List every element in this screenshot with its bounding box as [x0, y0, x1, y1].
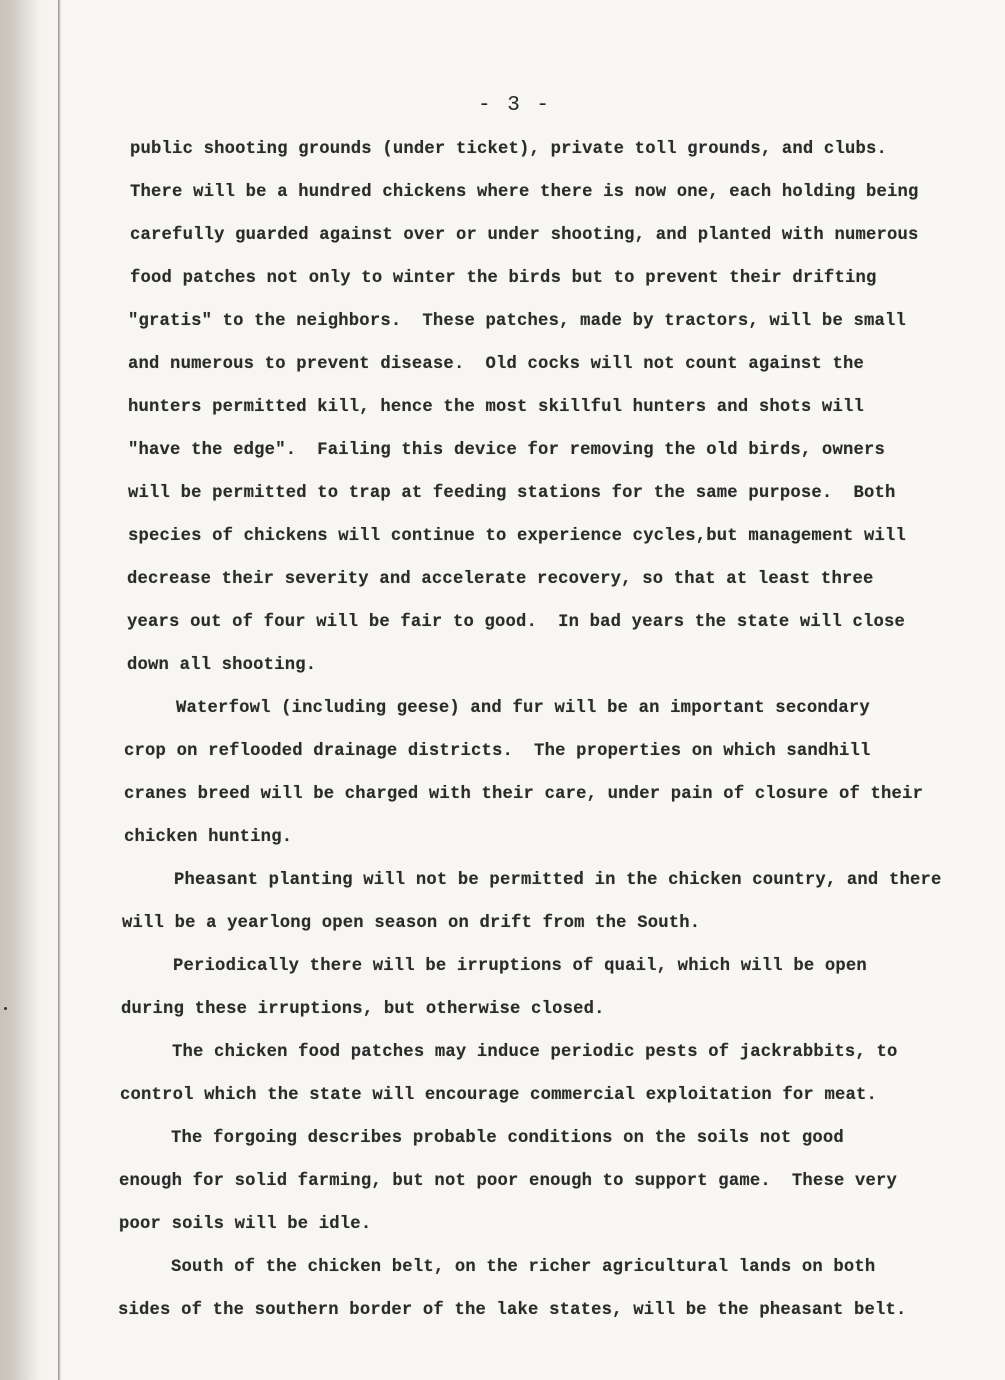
page-edge-shadow — [0, 0, 40, 1380]
text-line-8: "have the edge". Failing this device for removing the old birds, owners — [128, 441, 886, 460]
text-line-9: will be permitted to trap at feeding stations for the same purpose. Both — [128, 484, 896, 503]
text-line-21: during these irruptions, but otherwise closed. — [121, 1000, 605, 1019]
text-line-6: and numerous to prevent disease. Old cocks will not count against the — [128, 355, 864, 374]
text-line-23: control which the state will encourage commercial exploitation for meat. — [120, 1086, 878, 1105]
text-line-3: carefully guarded against over or under shooting, and planted with numerous — [130, 226, 919, 245]
text-line-27: South of the chicken belt, on the richer agricultural lands on both — [171, 1258, 876, 1277]
text-line-1: public shooting grounds (under ticket), private toll grounds, and clubs. — [130, 140, 888, 159]
text-line-4: food patches not only to winter the birds but to prevent their drifting — [130, 269, 877, 288]
text-line-20: Periodically there will be irruptions of quail, which will be open — [173, 957, 867, 976]
text-line-7: hunters permitted kill, hence the most skillful hunters and shots will — [128, 398, 864, 417]
text-line-19: will be a yearlong open season on drift from the South. — [122, 914, 701, 933]
text-line-24: The forgoing describes probable conditions on the soils not good — [171, 1129, 844, 1148]
text-line-12: years out of four will be fair to good. In bad years the state will close — [127, 613, 906, 632]
text-line-13: down all shooting. — [127, 656, 317, 675]
text-line-15: crop on reflooded drainage districts. The properties on which sandhill — [124, 742, 871, 761]
text-line-2: There will be a hundred chickens where there is now one, each holding being — [130, 183, 919, 202]
paper-speck — [4, 1007, 7, 1010]
text-line-18: Pheasant planting will not be permitted in the chicken country, and there — [174, 871, 942, 890]
text-line-28: sides of the southern border of the lake states, will be the pheasant belt. — [118, 1301, 907, 1320]
text-line-17: chicken hunting. — [124, 828, 293, 847]
binding-fold — [58, 0, 61, 1380]
text-line-10: species of chickens will continue to experience cycles,but management will — [128, 527, 907, 546]
text-line-5: "gratis" to the neighbors. These patches, made by tractors, will be small — [128, 312, 907, 331]
text-line-22: The chicken food patches may induce periodic pests of jackrabbits, to — [172, 1043, 898, 1062]
text-line-16: cranes breed will be charged with their care, under pain of closure of their — [124, 785, 924, 804]
text-line-11: decrease their severity and accelerate recovery, so that at least three — [127, 570, 874, 589]
text-line-26: poor soils will be idle. — [119, 1215, 372, 1234]
text-line-25: enough for solid farming, but not poor enough to support game. These very — [119, 1172, 898, 1191]
page-number: - 3 - — [478, 94, 552, 117]
text-line-14: Waterfowl (including geese) and fur will be an important secondary — [176, 699, 870, 718]
